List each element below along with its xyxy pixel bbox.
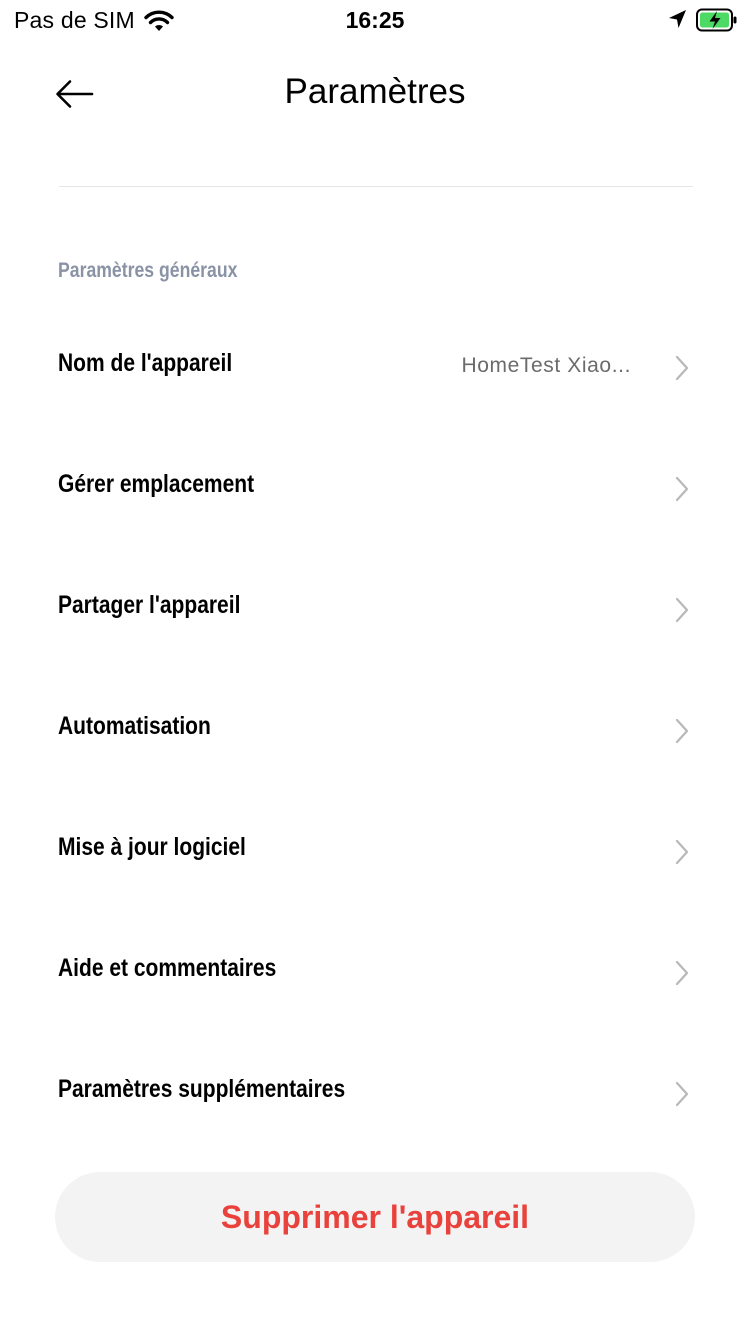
battery-charging-icon — [696, 8, 736, 30]
chevron-right-icon — [672, 838, 692, 866]
row-label: Partager l'appareil — [58, 591, 241, 619]
chevron-right-icon — [672, 475, 692, 503]
device-name-value: HomeTest Xiao... — [461, 354, 631, 377]
delete-device-button[interactable] — [55, 1172, 695, 1262]
row-label: Gérer emplacement — [58, 470, 255, 498]
chevron-right-icon — [672, 354, 692, 382]
row-label: Mise à jour logiciel — [58, 833, 246, 861]
row-label: Nom de l'appareil — [58, 349, 233, 377]
row-label: Aide et commentaires — [58, 954, 277, 982]
status-bar-right — [666, 7, 736, 31]
location-arrow-icon — [666, 7, 688, 31]
section-label: Paramètres généraux — [58, 259, 238, 282]
page-title: Paramètres — [284, 72, 466, 111]
settings-row-manage-location[interactable] — [0, 428, 750, 549]
status-bar — [0, 0, 750, 40]
chevron-right-icon — [672, 1080, 692, 1108]
chevron-right-icon — [672, 717, 692, 745]
settings-row-additional-settings[interactable] — [0, 1033, 750, 1154]
header — [0, 40, 750, 150]
settings-row-help-feedback[interactable] — [0, 912, 750, 1033]
delete-device-label: Supprimer l'appareil — [220, 1198, 530, 1235]
settings-list — [0, 307, 750, 1154]
settings-row-device-name[interactable] — [0, 307, 750, 428]
status-time: 16:25 — [345, 7, 405, 33]
chevron-right-icon — [672, 596, 692, 624]
row-label: Paramètres supplémentaires — [58, 1075, 346, 1103]
settings-row-automation[interactable] — [0, 670, 750, 791]
settings-row-share-device[interactable] — [0, 549, 750, 670]
settings-row-software-update[interactable] — [0, 791, 750, 912]
chevron-right-icon — [672, 959, 692, 987]
row-label: Automatisation — [58, 712, 211, 740]
header-divider — [59, 186, 693, 187]
carrier-label: Pas de SIM — [14, 7, 135, 33]
